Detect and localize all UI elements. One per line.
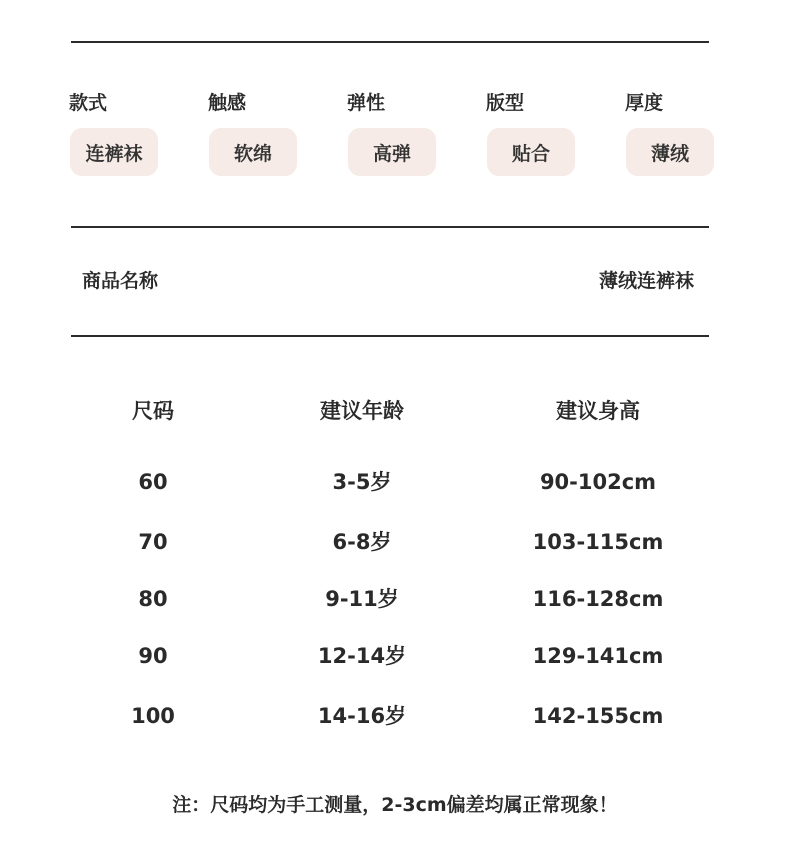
header-age: 建议年龄	[320, 399, 404, 423]
cell-size: 60	[138, 470, 168, 494]
product-name-label: 商品名称	[82, 270, 159, 292]
header-height: 建议身高	[556, 399, 640, 423]
attribute-fit	[487, 90, 587, 176]
attribute-label: 触感	[208, 92, 247, 114]
cell-size: 70	[138, 530, 168, 554]
cell-age: 6-8岁	[332, 530, 392, 554]
cell-age: 3-5岁	[332, 470, 392, 494]
attribute-label: 款式	[69, 92, 108, 114]
product-name-value: 薄绒连裤袜	[598, 270, 694, 292]
attribute-thickness	[626, 90, 726, 176]
attribute-elasticity	[348, 90, 448, 176]
lower-divider	[71, 335, 709, 337]
attribute-style	[70, 90, 170, 176]
attribute-touch	[209, 90, 309, 176]
cell-size: 80	[138, 587, 168, 611]
attribute-chip: 软绵	[209, 128, 297, 176]
measurement-note: 注：尺码均为手工测量，2-3cm偏差均属正常现象！	[172, 794, 618, 816]
cell-age: 12-14岁	[317, 644, 407, 668]
cell-height: 90-102cm	[539, 470, 657, 494]
product-name-row	[82, 266, 694, 296]
attribute-label: 厚度	[625, 92, 664, 114]
cell-height: 103-115cm	[532, 530, 664, 554]
attribute-label: 版型	[486, 92, 525, 114]
attribute-chip: 连裤袜	[70, 128, 158, 176]
cell-height: 142-155cm	[532, 704, 664, 728]
attribute-chip: 贴合	[487, 128, 575, 176]
cell-height: 129-141cm	[532, 644, 664, 668]
top-divider	[71, 41, 709, 43]
middle-divider	[71, 226, 709, 228]
cell-size: 90	[138, 644, 168, 668]
header-size: 尺码	[132, 399, 174, 423]
cell-height: 116-128cm	[532, 587, 664, 611]
attribute-chip: 薄绒	[626, 128, 714, 176]
cell-age: 14-16岁	[317, 704, 407, 728]
attribute-label: 弹性	[347, 92, 386, 114]
cell-age: 9-11岁	[325, 587, 399, 611]
attribute-chip: 高弹	[348, 128, 436, 176]
cell-size: 100	[131, 704, 175, 728]
